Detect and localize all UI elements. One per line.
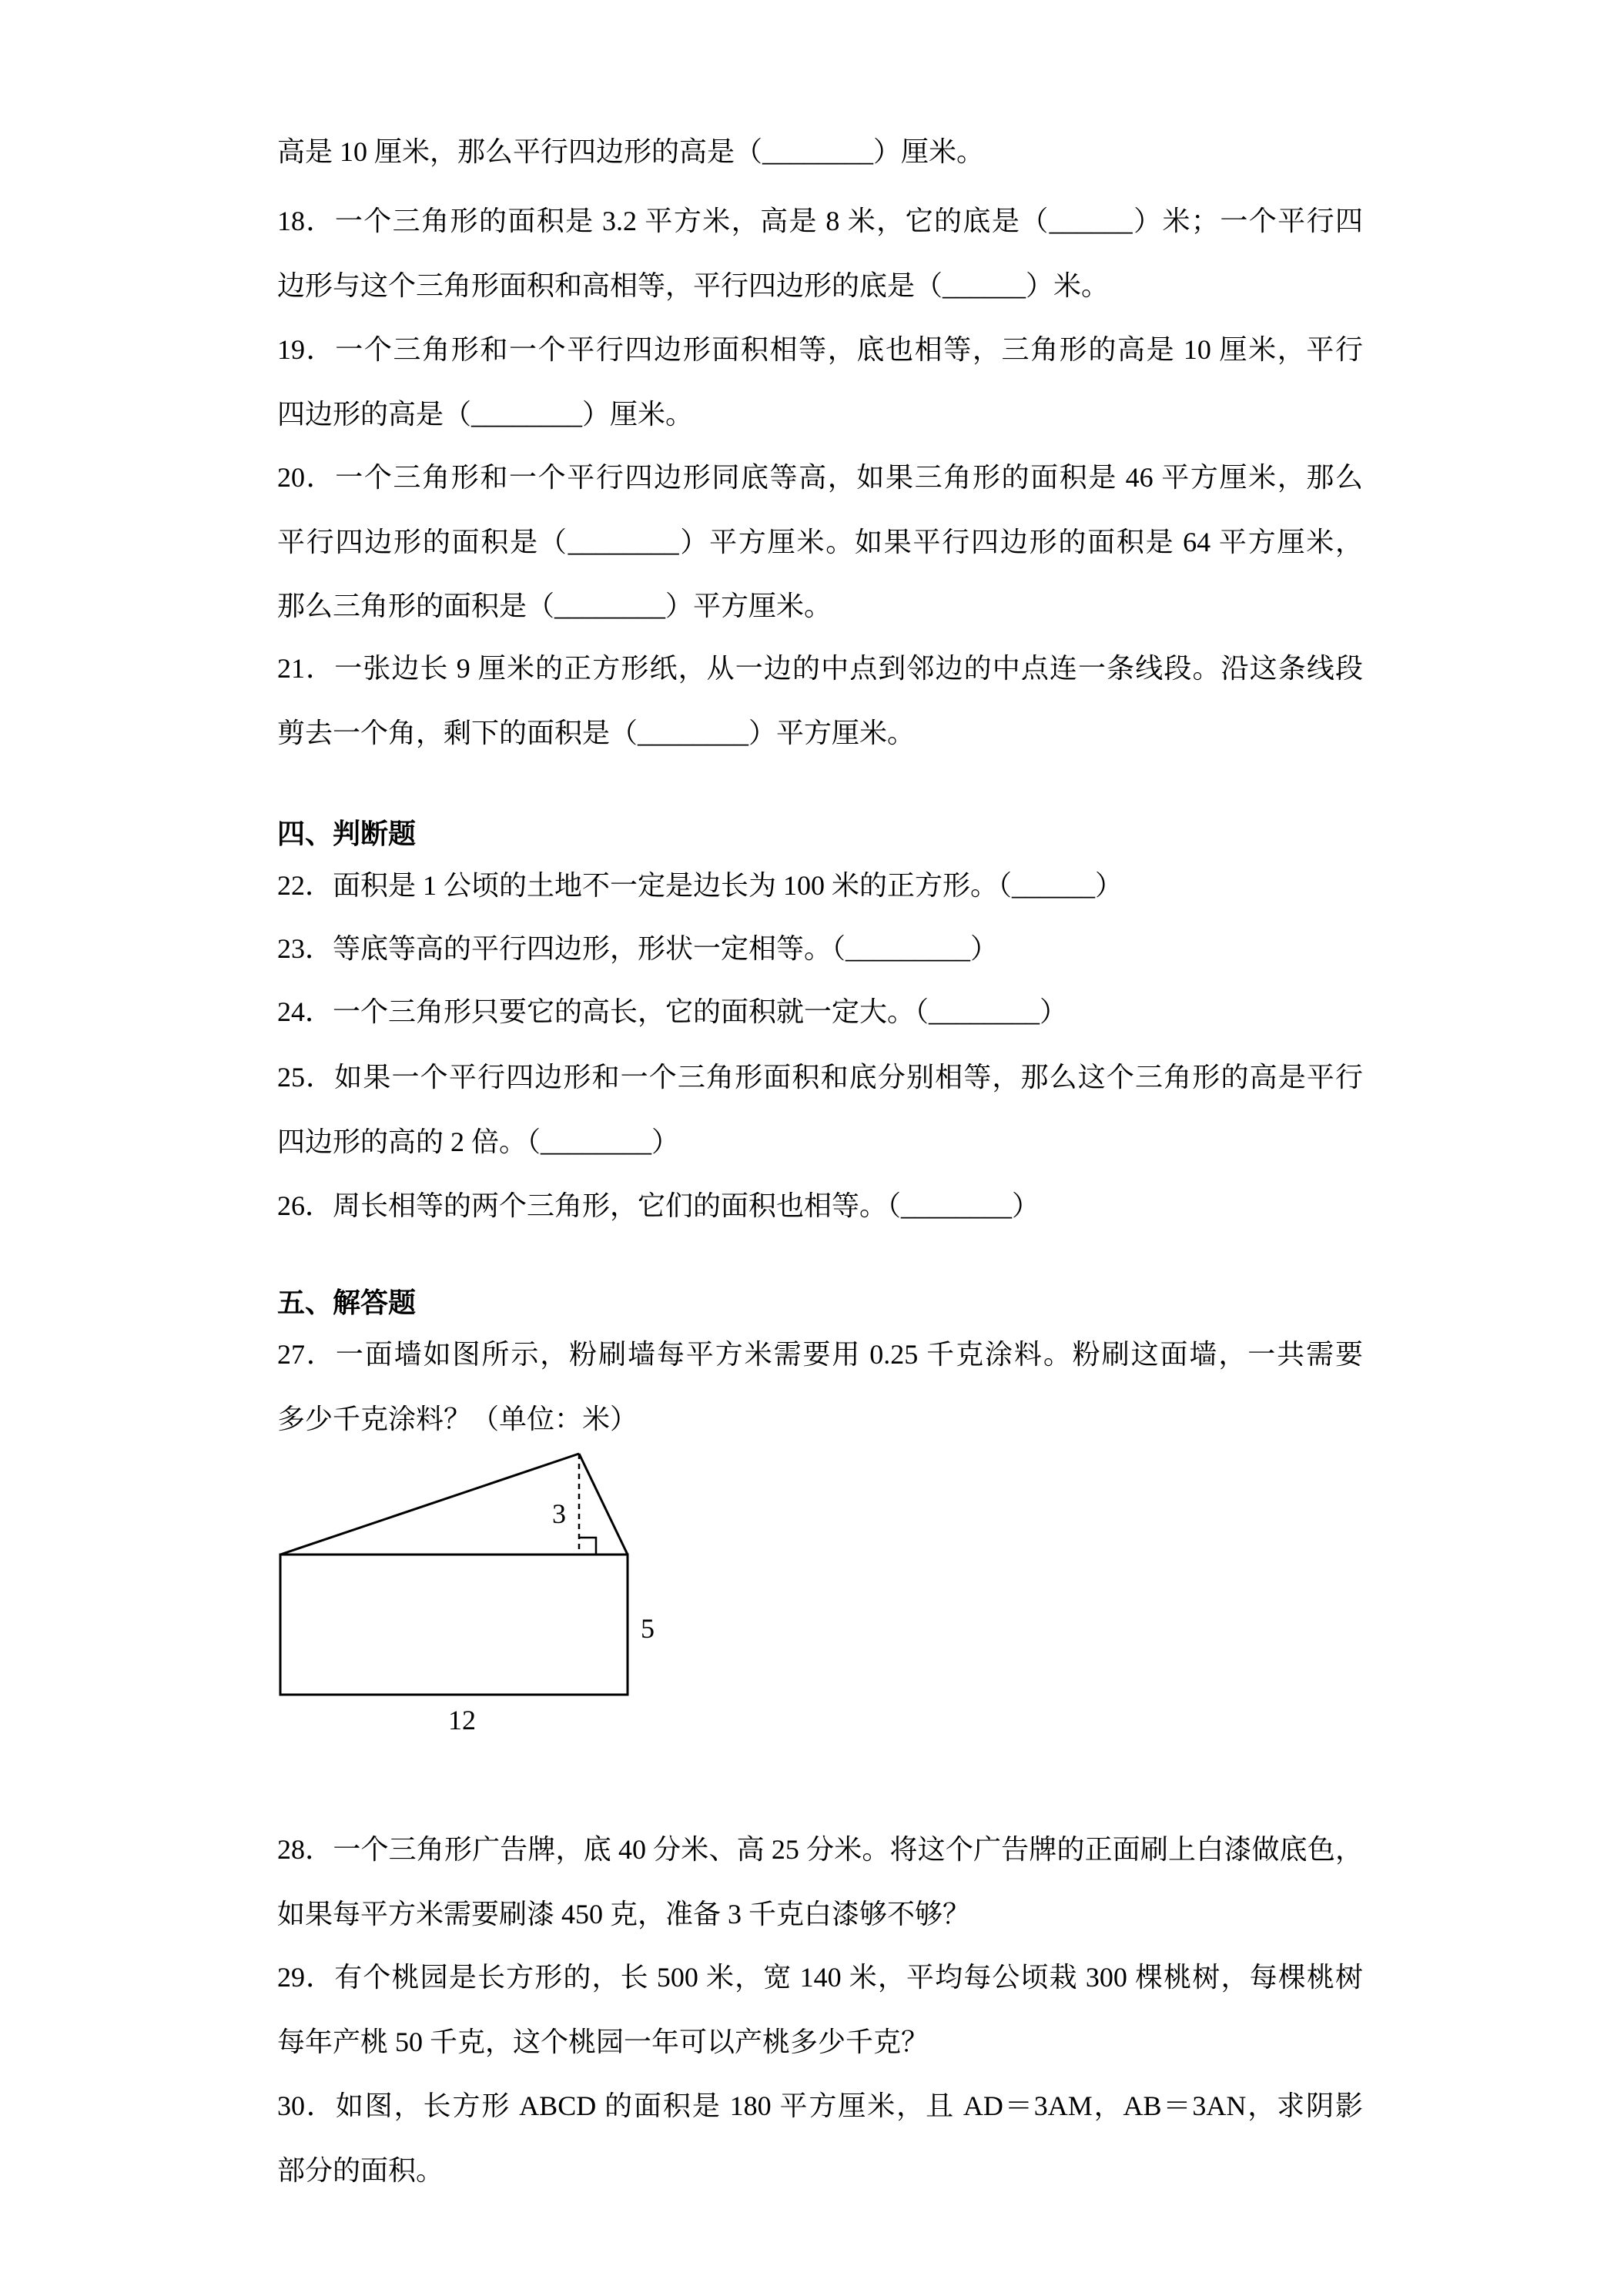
question-text: 有个桃园是长方形的，长 500 米，宽 140 米，平均每公顷栽 300 棵桃树，每棵桃树 (334, 1962, 1363, 1993)
question-text: 一张边长 9 厘米的正方形纸，从一边的中点到邻边的中点连一条线段。沿这条线段 (334, 653, 1363, 684)
question-text: 一个三角形广告牌，底 40 分米、高 25 分米。将这个广告牌的正面刷上白漆做底色， (333, 1834, 1363, 1865)
question-24 (277, 980, 1363, 1045)
question-number: 19． (277, 334, 336, 365)
question-18 (277, 189, 1363, 318)
question-line (277, 854, 1363, 919)
question-line: 每年产桃 50 千克，这个桃园一年可以产桃多少千克？ (277, 2026, 929, 2057)
question-text: 如图，长方形 ABCD 的面积是 180 平方厘米，且 AD＝3AM，AB＝3AN，求阴影 (335, 2090, 1363, 2121)
question-23 (277, 917, 1363, 982)
question-text: 一个三角形和一个平行四边形同底等高，如果三角形的面积是 46 平方厘米，那么 (335, 462, 1363, 493)
question-line: 四边形的高的 2 倍。（________） (277, 1126, 680, 1157)
question-line (277, 318, 1363, 383)
question-line: 多少千克涂料？（单位：米） (277, 1403, 638, 1434)
question-21 (277, 637, 1363, 765)
question-number: 20． (277, 462, 336, 493)
question-number: 18． (277, 206, 335, 236)
question-line (277, 1323, 1363, 1387)
question-text: 一个三角形的面积是 3.2 平方米，高是 8 米，它的底是（______）米；一个平行四 (334, 206, 1363, 236)
question-line: 部分的面积。 (277, 2154, 444, 2186)
question-text: 面积是 1 公顷的土地不一定是边长为 100 米的正方形。（______） (333, 870, 1123, 901)
question-number: 29． (277, 1962, 335, 1993)
question-29 (277, 1946, 1363, 2074)
question-text: 如果一个平行四边形和一个三角形面积和底分别相等，那么这个三角形的高是平行 (334, 1062, 1363, 1093)
question-text: 一个三角形只要它的高长，它的面积就一定大。（________） (333, 996, 1068, 1027)
question-number: 23． (277, 933, 333, 964)
rectangle-height-label: 5 (641, 1613, 655, 1644)
question-line (277, 1818, 1363, 1883)
question-line (277, 637, 1363, 701)
wall-rectangle (280, 1555, 628, 1695)
question-25 (277, 1046, 1363, 1174)
question-text: 一个三角形和一个平行四边形面积相等，底也相等，三角形的高是 10 厘米，平行 (335, 334, 1363, 365)
question-number: 21． (277, 653, 335, 684)
question-28 (277, 1818, 1363, 1946)
question-line (277, 917, 1363, 982)
question-22 (277, 854, 1363, 919)
question-number: 27． (277, 1339, 336, 1370)
question-text: 一面墙如图所示，粉刷墙每平方米需要用 0.25 千克涂料。粉刷这面墙，一共需要 (335, 1339, 1363, 1370)
question-20 (277, 446, 1363, 639)
question-number: 26． (277, 1190, 333, 1221)
question-number: 24． (277, 996, 333, 1027)
question-30 (277, 2074, 1363, 2203)
wall-figure (262, 1432, 678, 1748)
question-line (277, 446, 1363, 510)
question-line (277, 1946, 1363, 2010)
question-line: 四边形的高是（________）厘米。 (277, 398, 694, 430)
section-heading: 四、判断题 (277, 818, 417, 849)
question-line (277, 1174, 1363, 1239)
question-line: 平行四边形的面积是（________）平方厘米。如果平行四边形的面积是 64 平方厘米， (277, 526, 1363, 557)
question-text: 周长相等的两个三角形，它们的面积也相等。（________） (333, 1190, 1040, 1221)
triangle-right-side (579, 1454, 628, 1555)
question-number: 22． (277, 870, 333, 901)
question-line: 剪去一个角，剩下的面积是（________）平方厘米。 (277, 717, 916, 748)
rectangle-width-label: 12 (448, 1705, 476, 1735)
question-line: 那么三角形的面积是（________）平方厘米。 (277, 591, 832, 621)
question-line (277, 980, 1363, 1045)
question-line: 边形与这个三角形面积和高相等，平行四边形的底是（______）米。 (277, 269, 1110, 301)
question-line (277, 1046, 1363, 1110)
question-number: 30． (277, 2090, 336, 2121)
question-text: 等底等高的平行四边形，形状一定相等。（_________） (333, 933, 999, 964)
continued-question (277, 120, 1363, 185)
question-number: 28． (277, 1834, 333, 1865)
question-line (277, 2074, 1363, 2139)
question-line: 如果每平方米需要刷漆 450 克，准备 3 千克白漆够不够？ (277, 1898, 971, 1930)
question-line: 高是 10 厘米，那么平行四边形的高是（________）厘米。 (277, 136, 985, 167)
question-line (277, 189, 1363, 254)
right-angle-mark (579, 1538, 596, 1555)
triangle-left-side (280, 1454, 579, 1555)
triangle-height-label: 3 (552, 1498, 566, 1529)
question-26 (277, 1174, 1363, 1239)
question-19 (277, 318, 1363, 447)
section-heading: 五、解答题 (277, 1287, 417, 1318)
question-number: 25． (277, 1062, 335, 1093)
